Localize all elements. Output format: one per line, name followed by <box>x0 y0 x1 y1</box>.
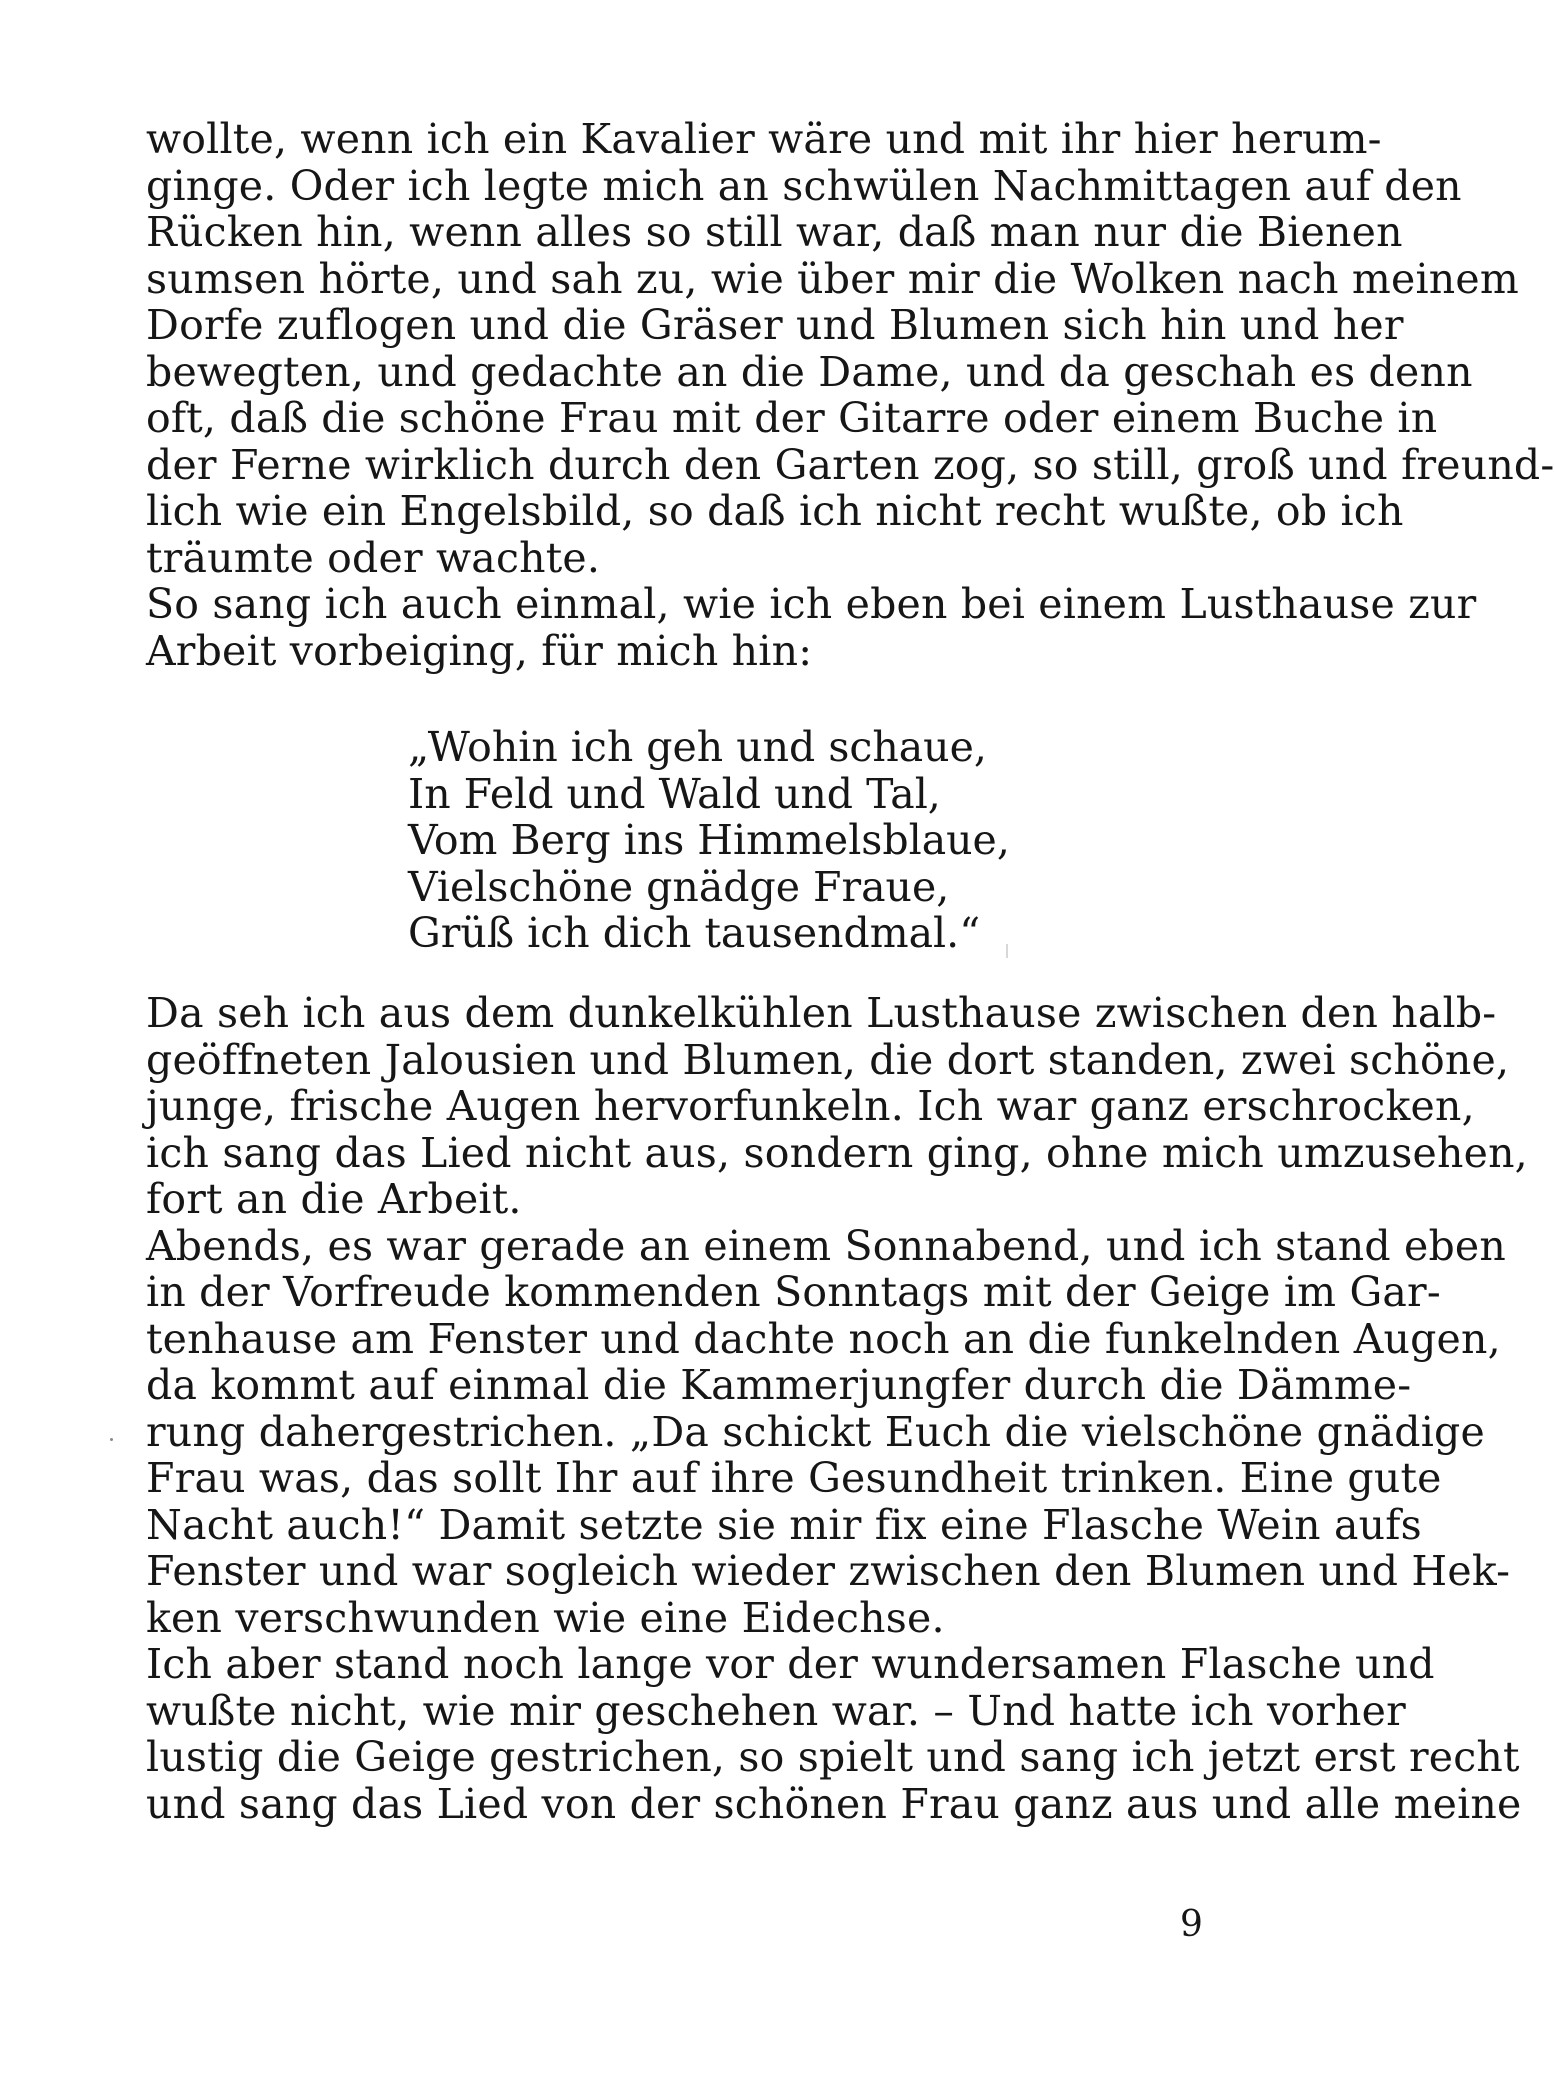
text-line: da kommt auf einmal die Kammerjungfer durch die Dämme- <box>146 1361 1412 1409</box>
scan-speck <box>110 1438 113 1441</box>
page-number: 9 <box>1180 1904 1203 1945</box>
scan-mark <box>1006 944 1008 958</box>
text-line: und sang das Lied von der schönen Frau ganz aus und alle meine <box>146 1779 1522 1828</box>
text-block-bottom <box>146 989 1528 1828</box>
text-line: träumte oder wachte. <box>146 533 601 582</box>
text-line: ken verschwunden wie eine Eidechse. <box>146 1593 945 1642</box>
poem-verse <box>408 724 1008 957</box>
text-block-top <box>146 115 1554 675</box>
verse-line: Vielschöne gnädge Fraue, <box>408 862 950 911</box>
text-line: ginge. Oder ich legte mich an schwülen Nachmittagen auf den <box>146 161 1462 210</box>
text-line: Frau was, das sollt Ihr auf ihre Gesundheit trinken. Eine gute <box>146 1454 1442 1502</box>
text-line: bewegten, und gedachte an die Dame, und da geschah es denn <box>146 347 1473 396</box>
verse-line: Grüß ich dich tausendmal.“ <box>408 909 981 957</box>
text-line: der Ferne wirklich durch den Garten zog, so still, groß und freund- <box>146 440 1554 489</box>
text-line: rung dahergestrichen. „Da schickt Euch die vielschöne gnädige <box>146 1407 1485 1456</box>
text-line: Rücken hin, wenn alles so still war, daß man nur die Bienen <box>146 208 1403 256</box>
text-line: Ich aber stand noch lange vor der wundersamen Flasche und <box>146 1640 1435 1688</box>
text-line: Dorfe zuflogen und die Gräser und Blumen sich hin und her <box>146 301 1404 349</box>
text-line: wußte nicht, wie mir geschehen war. – Und hatte ich vorher <box>146 1686 1406 1735</box>
text-line: Arbeit vorbeiging, für mich hin: <box>146 626 813 675</box>
text-line: fort an die Arbeit. <box>146 1175 522 1223</box>
text-line: So sang ich auch einmal, wie ich eben bei einem Lusthause zur <box>146 580 1477 628</box>
text-line: sumsen hörte, und sah zu, wie über mir die Wolken nach meinem <box>146 254 1519 303</box>
text-line: lich wie ein Engelsbild, so daß ich nicht recht wußte, ob ich <box>146 487 1404 535</box>
text-line: oft, daß die schöne Frau mit der Gitarre oder einem Buche in <box>146 394 1438 442</box>
text-line: Nacht auch!“ Damit setzte sie mir fix eine Flasche Wein aufs <box>146 1500 1422 1549</box>
verse-line: In Feld und Wald und Tal, <box>408 769 941 818</box>
text-line: Abends, es war gerade an einem Sonnabend, und ich stand eben <box>146 1221 1506 1270</box>
text-line: junge, frische Augen hervorfunkeln. Ich war ganz erschrocken, <box>146 1082 1475 1130</box>
verse-line: Vom Berg ins Himmelsblaue, <box>408 816 1010 864</box>
verse-line: „Wohin ich geh und schaue, <box>408 723 987 771</box>
text-line: wollte, wenn ich ein Kavalier wäre und mit ihr hier herum- <box>146 115 1382 163</box>
text-line: ich sang das Lied nicht aus, sondern ging, ohne mich umzusehen, <box>146 1128 1528 1177</box>
text-line: Da seh ich aus dem dunkelkühlen Lusthause zwischen den halb- <box>146 989 1497 1037</box>
text-line: in der Vorfreude kommenden Sonntags mit der Geige im Gar- <box>146 1268 1441 1316</box>
text-line: lustig die Geige gestrichen, so spielt und sang ich jetzt erst recht <box>146 1733 1520 1781</box>
text-line: tenhause am Fenster und dachte noch an die funkelnden Augen, <box>146 1314 1501 1363</box>
text-line: geöffneten Jalousien und Blumen, die dort standen, zwei schöne, <box>146 1035 1510 1084</box>
text-line: Fenster und war sogleich wieder zwischen den Blumen und Hek- <box>146 1547 1511 1595</box>
